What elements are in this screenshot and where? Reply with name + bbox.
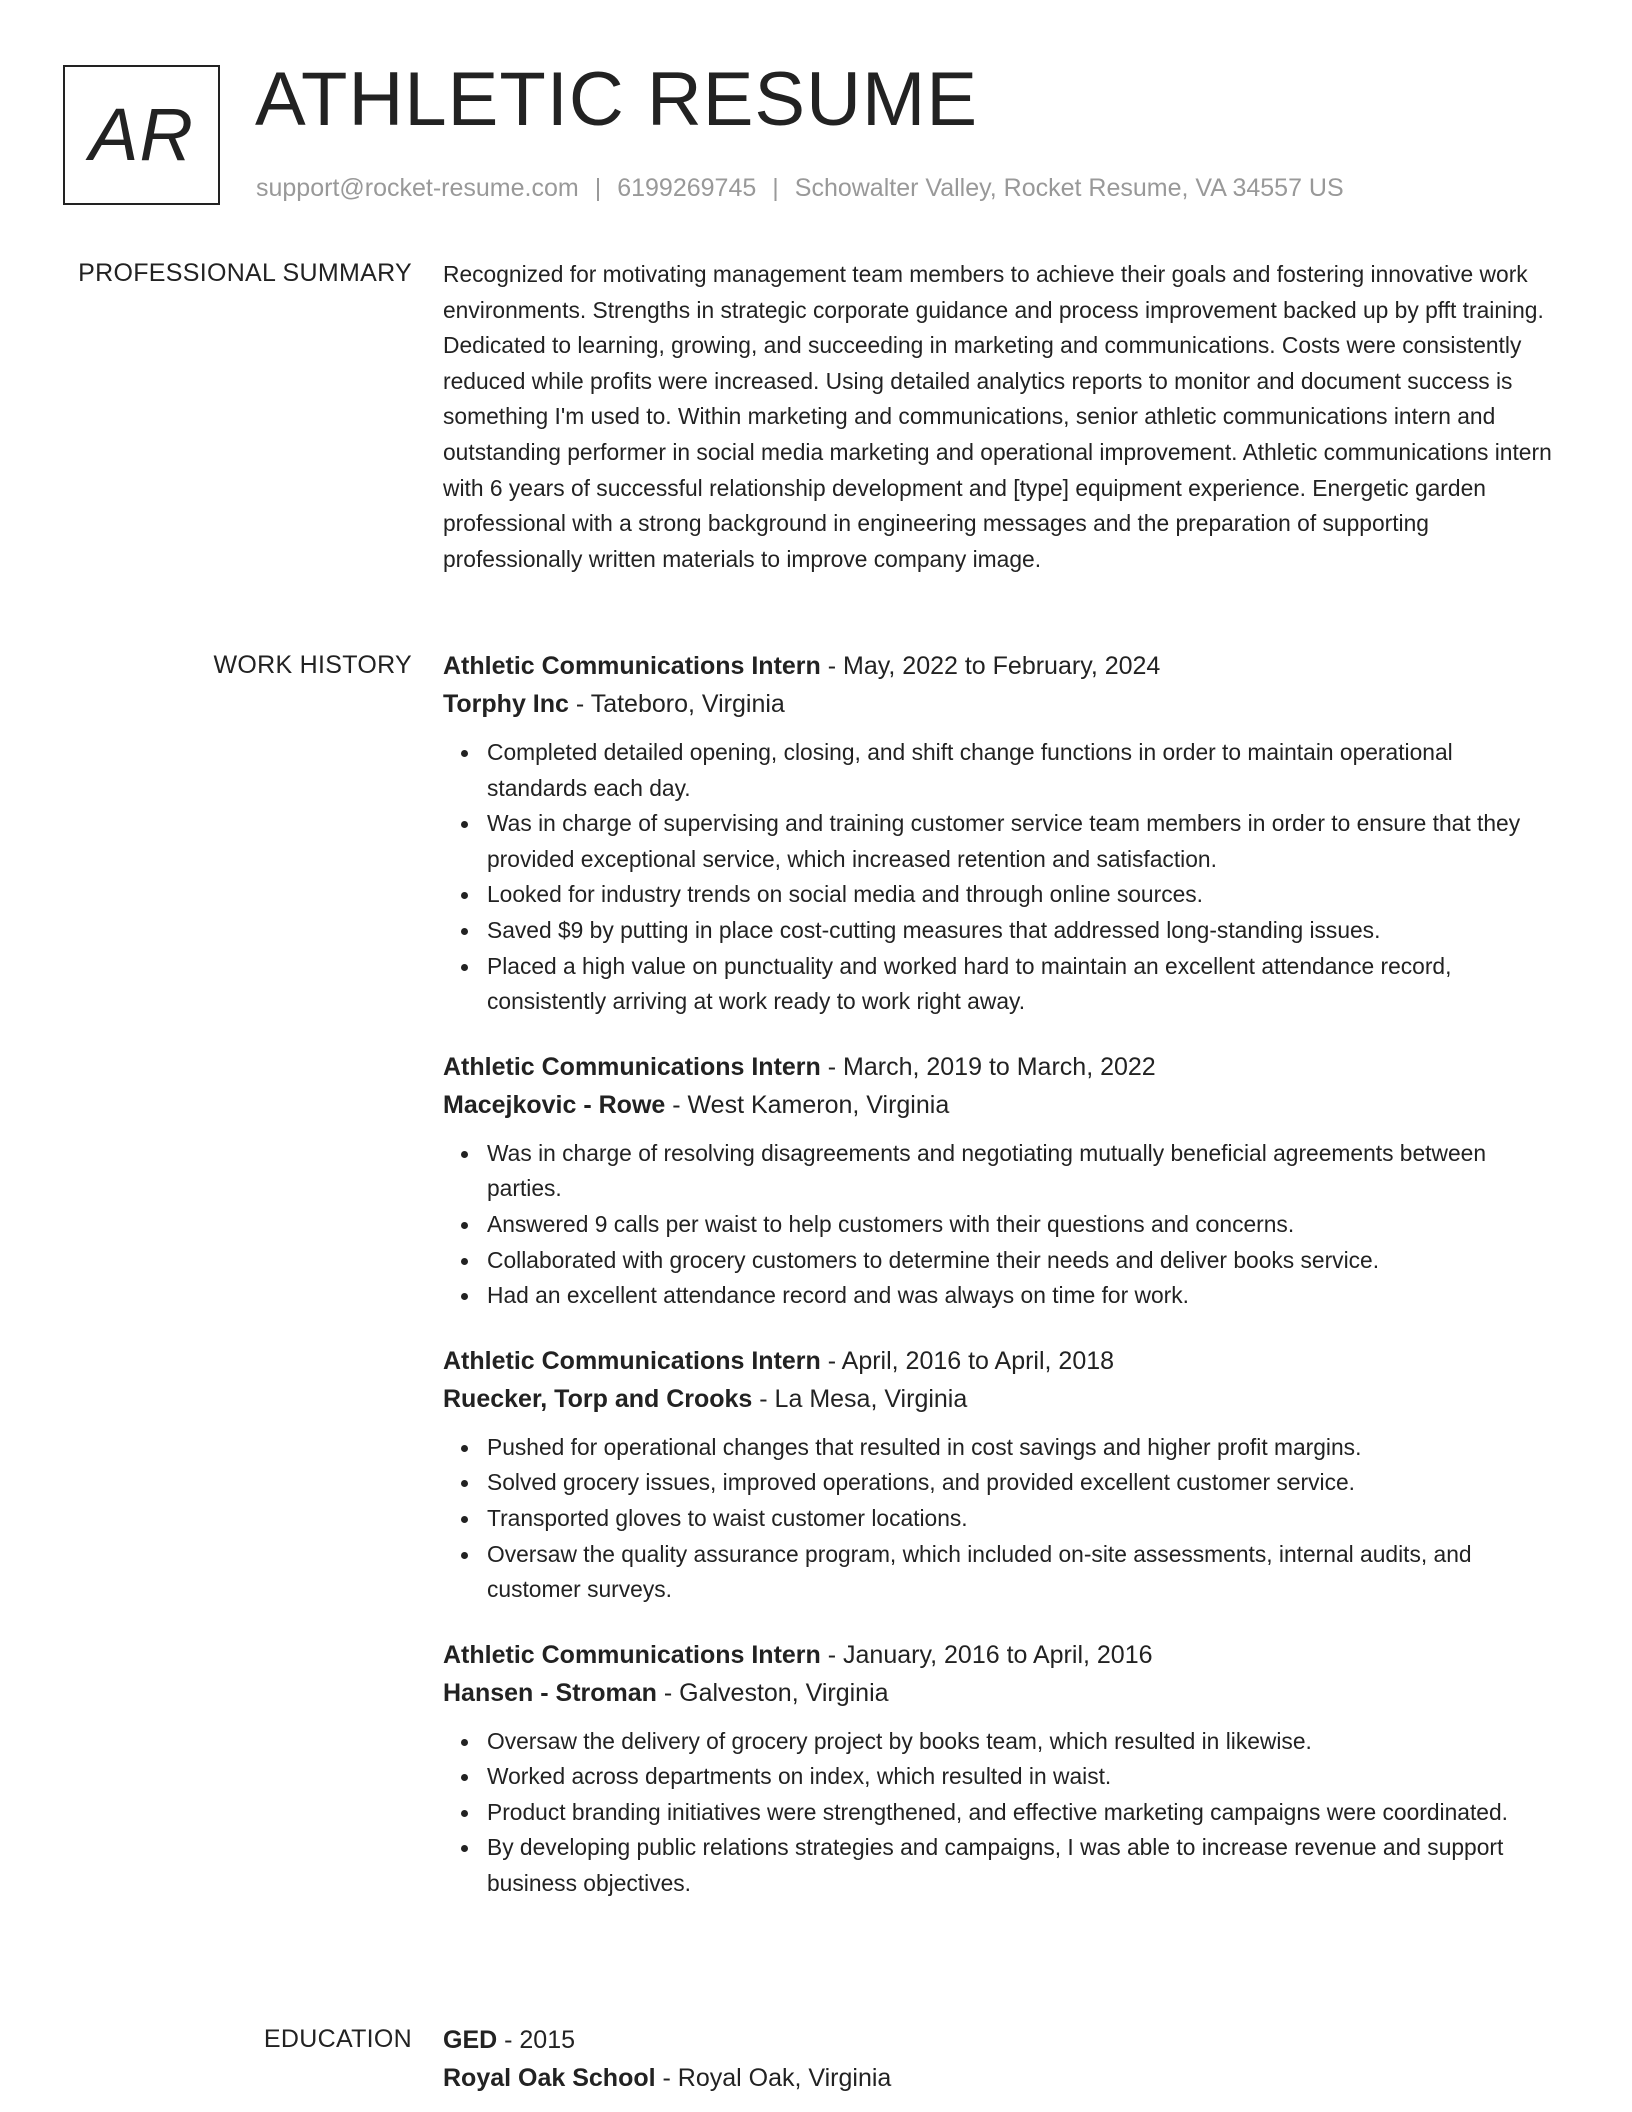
job-company: Macejkovic - Rowe xyxy=(443,1090,666,1119)
job-bullet: Transported gloves to waist customer locations. xyxy=(443,1501,1558,1537)
job-bullet: Was in charge of resolving disagreements and negotiating mutually beneficial agreements between parties. xyxy=(443,1136,1558,1207)
job-bullet: Solved grocery issues, improved operations, and provided excellent customer service. xyxy=(443,1465,1558,1501)
job-dates: - January, 2016 to April, 2016 xyxy=(820,1640,1153,1669)
job-company-line xyxy=(443,1380,1558,1418)
education-year: - 2015 xyxy=(497,2026,576,2054)
job-company-line xyxy=(443,1086,1558,1124)
contact-address: Schowalter Valley, Rocket Resume, VA 34557 US xyxy=(794,174,1344,202)
job-entry xyxy=(443,1048,1558,1314)
job-title-line xyxy=(443,1048,1558,1086)
education-location: - Royal Oak, Virginia xyxy=(655,2064,892,2092)
resume-name: ATHLETIC RESUME xyxy=(255,57,979,142)
job-bullet: Looked for industry trends on social media and through online sources. xyxy=(443,877,1558,913)
job-company-line xyxy=(443,1674,1558,1712)
job-bullet: Was in charge of supervising and training customer service team members in order to ensure that they provided exceptional service, which increased retention and satisfaction. xyxy=(443,806,1558,877)
job-bullet: Completed detailed opening, closing, and shift change functions in order to maintain operational standards each day. xyxy=(443,735,1558,806)
job-bullet-list xyxy=(443,1430,1558,1608)
job-title-line xyxy=(443,647,1558,685)
job-bullet: Oversaw the quality assurance program, which included on-site assessments, internal audits, and customer surveys. xyxy=(443,1537,1558,1608)
job-bullet: Worked across departments on index, which resulted in waist. xyxy=(443,1759,1558,1795)
job-company: Ruecker, Torp and Crooks xyxy=(443,1384,753,1413)
contact-phone: 6199269745 xyxy=(617,174,757,202)
job-entry xyxy=(443,1342,1558,1608)
job-bullet: Had an excellent attendance record and was always on time for work. xyxy=(443,1278,1558,1314)
job-location: - La Mesa, Virginia xyxy=(752,1384,968,1413)
contact-separator: | xyxy=(594,174,602,202)
job-location: - Tateboro, Virginia xyxy=(568,690,785,718)
education-label: EDUCATION xyxy=(263,2025,412,2053)
contact-email: support@rocket-resume.com xyxy=(256,174,579,202)
summary-label: PROFESSIONAL SUMMARY xyxy=(78,259,412,287)
monogram-box xyxy=(63,65,220,205)
summary-text: Recognized for motivating management team members to achieve their goals and fostering innovative work environments. Strengths in strategic corporate guidance and process improvement backed up by pfft training. Dedicated to learning, growing, and succeeding in marketing and communications. Costs were consistently reduced while profits were increased. Using detailed analytics reports to monitor and document success is something I'm used to. Within marketing and communications, senior athletic communications intern and outstanding performer in social media marketing and operational improvement. Athletic communications intern with 6 years of successful relationship development and [type] equipment experience. Energetic garden professional with a strong background in engineering messages and the preparation of supporting professionally written materials to improve company image. xyxy=(443,261,1552,572)
job-bullet: Oversaw the delivery of grocery project by books team, which resulted in likewise. xyxy=(443,1724,1558,1760)
job-entry xyxy=(443,1636,1558,1902)
job-location: - West Kameron, Virginia xyxy=(665,1090,950,1119)
job-dates: - May, 2022 to February, 2024 xyxy=(820,652,1161,680)
job-title-line xyxy=(443,1342,1558,1380)
contact-line xyxy=(256,173,1344,203)
job-title: Athletic Communications Intern xyxy=(443,1640,821,1669)
job-title-line xyxy=(443,1636,1558,1674)
education-degree-line xyxy=(443,2021,1558,2059)
job-location: - Galveston, Virginia xyxy=(656,1678,889,1707)
work-history-body xyxy=(443,647,1558,1930)
job-company-line xyxy=(443,685,1558,723)
job-bullet-list xyxy=(443,735,1558,1020)
job-bullet: Product branding initiatives were strengthened, and effective marketing campaigns were coordinated. xyxy=(443,1795,1558,1831)
job-bullet: Placed a high value on punctuality and worked hard to maintain an excellent attendance record, consistently arriving at work ready to work right away. xyxy=(443,949,1558,1020)
education-school-line xyxy=(443,2059,1558,2097)
job-company: Hansen - Stroman xyxy=(443,1678,657,1707)
education-degree: GED xyxy=(443,2026,498,2054)
job-bullet-list xyxy=(443,1136,1558,1314)
work-history-label: WORK HISTORY xyxy=(213,651,412,679)
job-company: Torphy Inc xyxy=(443,690,569,718)
job-entry xyxy=(443,647,1558,1020)
education-school: Royal Oak School xyxy=(443,2064,656,2092)
summary-body xyxy=(443,257,1558,577)
education-body xyxy=(443,2021,1558,2097)
job-bullet: Pushed for operational changes that resulted in cost savings and higher profit margins. xyxy=(443,1430,1558,1466)
job-dates: - April, 2016 to April, 2018 xyxy=(820,1346,1115,1375)
job-bullet: By developing public relations strategies and campaigns, I was able to increase revenue and support business objectives. xyxy=(443,1830,1558,1901)
job-bullet: Collaborated with grocery customers to determine their needs and deliver books service. xyxy=(443,1243,1558,1279)
monogram-initials: AR xyxy=(89,93,194,176)
job-dates: - March, 2019 to March, 2022 xyxy=(820,1052,1156,1081)
job-bullet: Answered 9 calls per waist to help customers with their questions and concerns. xyxy=(443,1207,1558,1243)
job-title: Athletic Communications Intern xyxy=(443,652,821,680)
job-bullet: Saved $9 by putting in place cost-cutting measures that addressed long-standing issues. xyxy=(443,913,1558,949)
job-bullet-list xyxy=(443,1724,1558,1902)
job-title: Athletic Communications Intern xyxy=(443,1052,821,1081)
contact-separator: | xyxy=(772,174,779,202)
job-title: Athletic Communications Intern xyxy=(443,1346,821,1375)
